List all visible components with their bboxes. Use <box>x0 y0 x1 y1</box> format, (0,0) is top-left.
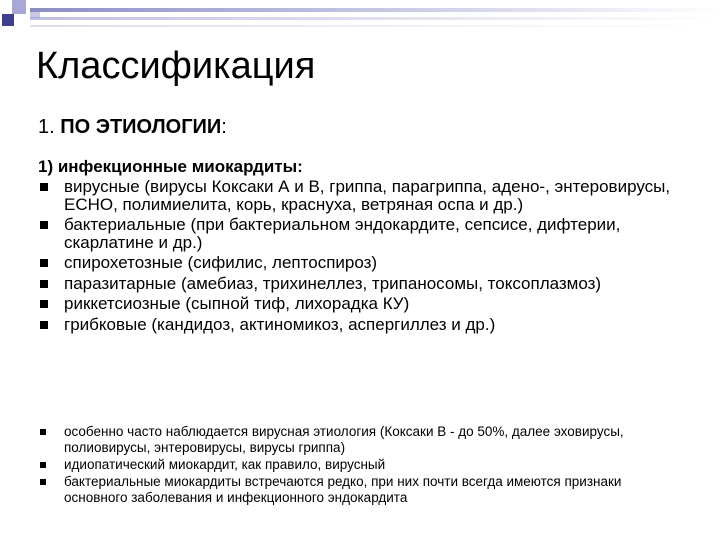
square-bullet-icon <box>40 221 48 229</box>
note-item <box>38 474 688 506</box>
subtitle-number: 1. <box>38 116 61 138</box>
list-item <box>38 254 688 272</box>
list-item <box>38 216 688 251</box>
list-item-text: грибковые (кандидоз, актиномикоз, аспергиллез и др.) <box>64 314 496 334</box>
slide-subtitle <box>38 114 227 140</box>
square-bullet-icon <box>40 462 46 468</box>
list-item-text: паразитарные (амебиаз, трихинеллез, трипаносомы, токсоплазмоз) <box>64 273 602 293</box>
note-item-text: особенно часто наблюдается вирусная этиология (Коксаки В - до 50%, далее эховирусы, полиовирусы, энтеровирусы, вирусы гриппа) <box>64 424 624 455</box>
etiology-list <box>38 178 688 336</box>
square-bullet-icon <box>40 280 48 288</box>
slide-title: Классификация <box>36 45 316 87</box>
subtitle-colon: : <box>221 116 227 138</box>
list-item-text: бактериальные (при бактериальном эндокардите, сепсисе, дифтерии, скарлатине и др.) <box>64 215 621 252</box>
square-bullet-icon <box>40 479 46 485</box>
note-item <box>38 424 688 456</box>
square-bullet-icon <box>40 321 48 329</box>
square-bullet-icon <box>40 429 46 435</box>
list-item-text: риккетсиозные (сыпной тиф, лихорадка КУ) <box>64 294 410 313</box>
subtitle-label: ПО ЭТИОЛОГИИ <box>60 116 222 138</box>
square-bullet-icon <box>40 300 48 308</box>
list-item <box>38 295 688 313</box>
list-item-text: спирохетозные (сифилис, лептоспироз) <box>64 253 378 272</box>
deco-gradient-svg <box>0 8 720 40</box>
deco-gradient-bar <box>0 8 720 40</box>
list-item-text: вирусные (вирусы Коксаки А и В, гриппа, парагриппа, адено-, энтеровирусы, ЕСНО, полимиелита, корь, краснуха, ветряная оспа и др.) <box>64 177 671 214</box>
list-item <box>38 316 688 334</box>
section-heading: 1) инфекционные миокардиты: <box>38 157 303 176</box>
square-bullet-icon <box>40 183 48 191</box>
notes-list <box>38 424 688 507</box>
note-item-text: идиопатический миокардит, как правило, вирусный <box>64 457 386 472</box>
list-item <box>38 178 688 213</box>
list-item <box>38 275 688 293</box>
note-item-text: бактериальные миокардиты встречаются редко, при них почти всегда имеются признаки основного заболевания и инфекционного эндокардита <box>64 474 622 505</box>
note-item <box>38 457 688 473</box>
header-decoration <box>0 0 720 40</box>
square-bullet-icon <box>40 259 48 267</box>
